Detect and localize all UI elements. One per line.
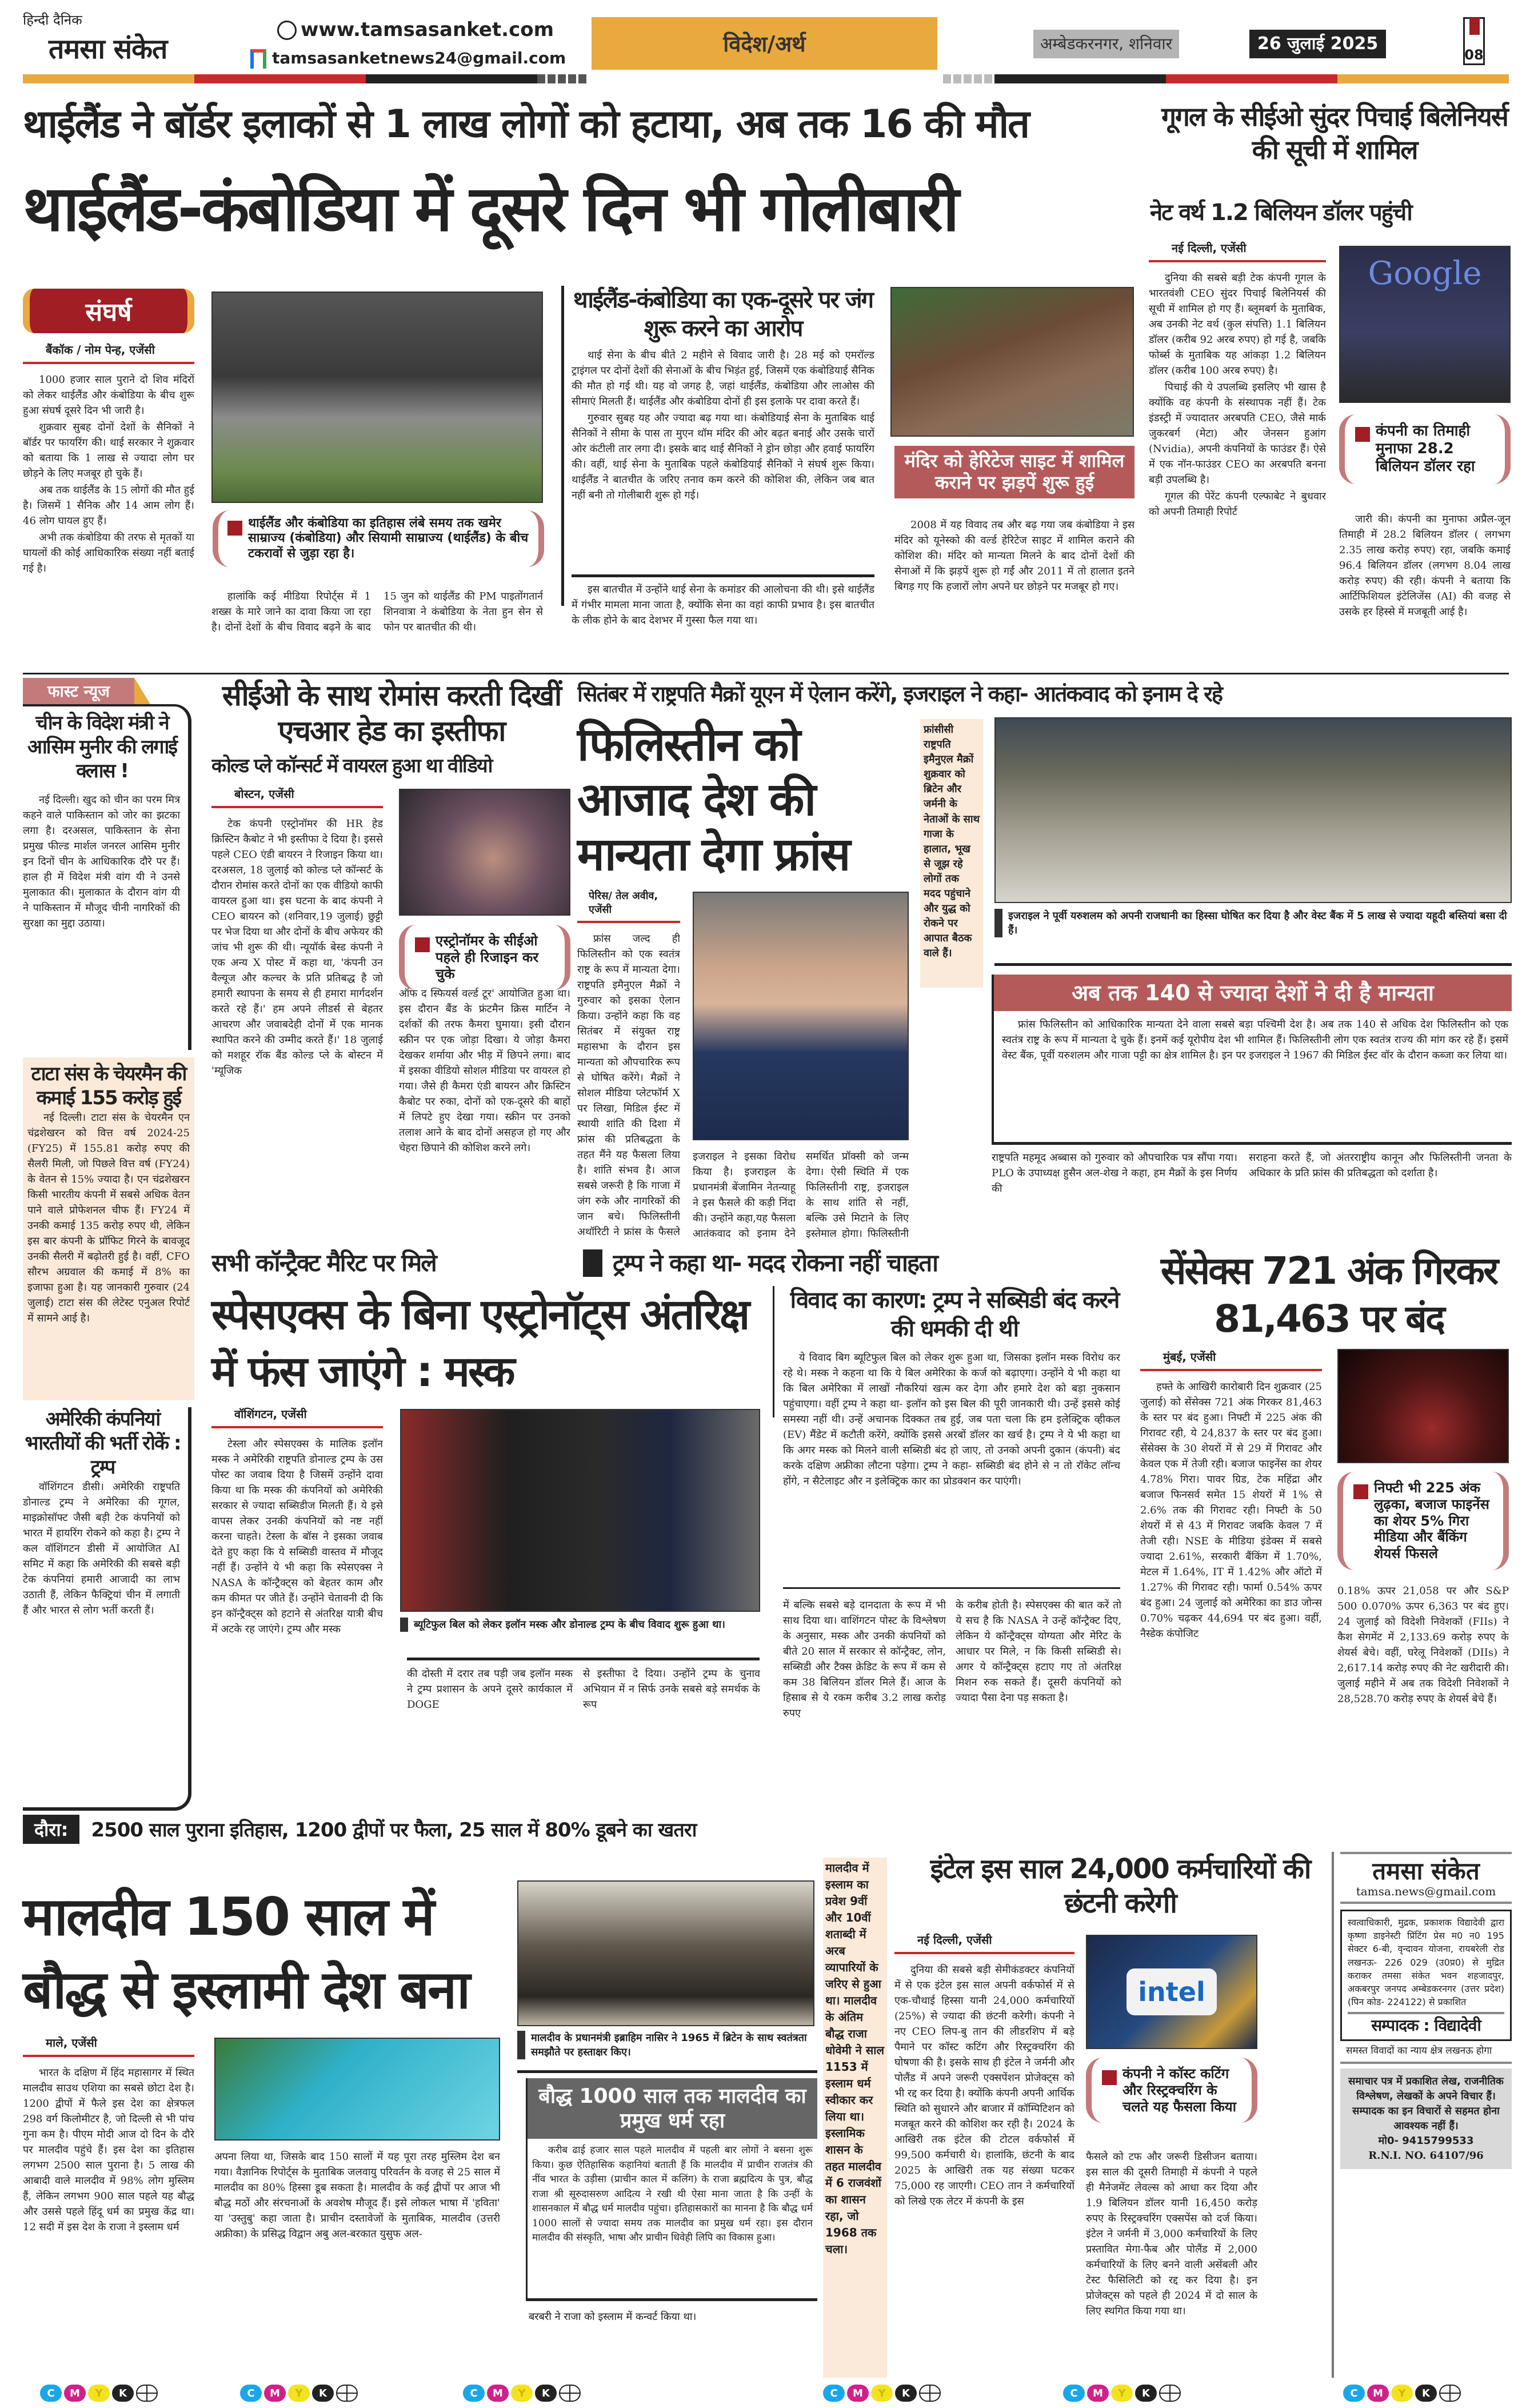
imprint [1340,1852,1512,2378]
maldives-sidebar: मालदीव में इस्लाम का प्रवेश 9वीं और 10वीं शताब्दी में अरब व्यापारियों के जरिए से हुआ था। मालदीव के अंतिम बौद्ध राजा धोवेमी ने साल 1153 में इस्लाम धर्म स्वीकार कर लिया था। इस्लामिक शासन के तहत मालदीव में 6 राजवंशों का शासन रहा, जो 1968 तक चला। [823,1858,887,2378]
lead-column-1 [23,342,194,670]
fast-news-label: फास्ट न्यूज [23,678,134,704]
kicker-square [583,1249,602,1277]
cmyk-k-swatch: K [535,2385,557,2402]
cmyk-c-swatch: C [823,2385,845,2402]
publisher-box: स्वत्वाधिकारी, मुद्रक, प्रकाशक विद्यादेवी द्वारा कृष्णा डाइनेस्टी प्रिंटिंग प्रेस म0 न0 195 सेक्टर 6-बी, वृन्दावन योजना, रायबरेली रोड लखनऊ- 226 029 (उ0प्र0) से मुद्रित कराकर तमसा संकेत भवन शहजादपुर, अकबरपुर जनपद अम्बेडकरनगर (उत्तर प्रदेश) (पिन कोड- 224122) से प्रकाशित सम्पादक : विद्यादेवी [1340,1910,1512,2041]
heritage-body: 2008 में यह विवाद तब और बढ़ गया जब कंबोडिया ने इस मंदिर को यूनेस्को की वर्ल्ड हेरिटेज साइट में शामिल कराने की कोशिश की। मंदिर को मान्यता मिलने के बाद दोनों देशों की सेनाओं में कि झड़पें शुरू हो गईं और 2011 में तो हालात इतने बिगड़ गए कि हजारों लोग अपने घर छोड़ने पर मजबूर हो गए। [894,519,1134,593]
france-column-4: राष्ट्रपति महमूद अब्बास को गुरुवार को औपचारिक पत्र सौंपा गया। PLO के उपाध्यक्ष हुसैन अल-शेख ने कहा, हम मैक्रों के इस निर्णय की [992,1152,1237,1195]
cmyk-strip [240,2385,358,2402]
cmyk-c-swatch: C [240,2385,262,2402]
email-link[interactable]: tamsasanketnews24@gmail.com [272,49,566,67]
bear-market-photo [1337,1349,1509,1463]
intel-headline: इंटेल इस साल 24,000 कर्मचारियों की छंटनी करेगी [930,1853,1311,1919]
macron-photo [693,892,909,1140]
astronomer-headline: सीईओ के साथ रोमांस करती दिखीं एचआर हेड का इस्तीफा [222,679,561,748]
astronomer-column-2: ऑफ द स्फियर्स वर्ल्ड टूर' आयोजित हुआ था। इस दौरान बैंड के फ्रंटमैन क्रिस मार्टिन ने दर्शकों की तरफ कैमरा घुमाया। इसी दौरान स्क्रीन पर एक जोड़ा दिखा। ये जोड़ा कैमरा देखकर शर्माया और भीड़ में छिपने लगा। बाद में इसका वीडियो सोशल मीडिया पर वायरल हो गया। जैसे ही कैमरा एंडी बायरन और क्रिस्टिन कैबोट पर रुका, दोनों को एक-दूसरे की बाहों में लिपटे हुए देखा गया। स्क्रीन पर उनको तलाश आने के बाद दोनों असहज हो गए और चेहरा छिपाने की कोशिश करने लगे। [399,988,570,1154]
cmyk-m-swatch: M [487,2385,509,2402]
column-divider [561,286,564,606]
cmyk-k-swatch: K [1135,2385,1157,2402]
google-column-1: नई दिल्ली, एजेंसी दुनिया की सबसे बड़ी टेक कंपनी गूगल के भारतवंशी CEO सुंदर पिचाई बिलेनियर्स की सूची में शामिल हो गए हैं। ब्लूमबर्ग के मुताबिक, अब उनकी नेट वर्थ (कुल संपत्ति) 1.1 बिलियन डॉलर (करीब 92 अरब रुपए) हो गई है, जबकि फोर्ब्स के मुताबिक यह आंकड़ा 1.2 बिलियन डॉलर (करीब 100 अरब रुपए) है। पिचाई की ये उपलब्धि इसलिए भी खास है क्योंकि वह कंपनी के संस्थापक नहीं हैं। टेक इंडस्ट्री में ज्यादातर अरबपति CEO, जैसे मार्क जुकरबर्ग (मेटा) और जेनसन हुआंग (Nvidia), अपनी कंपनियों के फाउंडर हैं। ऐसे में एक नॉन-फाउंडर CEO का अरबपति बनना बड़ी उपलब्धि है। गूगल की पेरेंट कंपनी एल्फाबेट ने बुधवार को अपनी तिमाही रिपोर्ट [1149,241,1326,518]
cmyk-y-swatch: Y [288,2385,310,2402]
section-rule [23,673,1509,674]
mail-icon [250,49,266,69]
sensex-column-2: 0.18% ऊपर 21,058 पर और S&P 500 0.070% ऊपर 6,363 पर बंद हुए। 24 जुलाई को विदेशी निवेशकों (FIIs) ने कैश सेगमेंट में 2,133.69 करोड़ रुपए के शेयर्स बेचे। वहीं, घरेलू निवेशकों (DIIs) ने 2,617.14 करोड़ रुपए की नेट खरीदारी की। जुलाई महीने में अब तक विदेशी निवेशकों ने 28,528.70 करोड़ रुपए के शेयर्स बेचे हैं। [1337,1585,1509,1705]
cmyk-strip [1343,2385,1461,2402]
recognition-box: अब तक 140 से ज्यादा देशों ने दी है मान्यता फ्रांस फिलिस्तीन को आधिकारिक मान्यता देने वाला सबसे बड़ा पश्चिमी देश है। अब तक 140 से अधिक देश फिलिस्तीन को एक स्वतंत्र राष्ट्र के रूप में मान्यता दे चुके हैं। इनमें कई यूरोपीय देश भी शामिल हैं। फिलिस्तीनी लोग एक स्वतंत्र राज्य की मांग कर रहे हैं। इसमें वेस्ट बैंक, पूर्वी यरुशलम और गाजा पट्टी का क्षेत्र शामिल है। इन पर इजराइल ने 1967 की मिडिल ईस्ट वॉर के दौरान कब्जा कर लिया था। [992,975,1512,1145]
intel-column-2: फैसले को टफ और जरूरी डिसीजन बताया। इस साल की दूसरी तिमाही में कंपनी ने पहले ही मैनेजमेंट लेवल्स को आधा कर दिया और 1.9 बिलियन डॉलर यानी 16,450 करोड़ रुपए के रिस्ट्रक्चरिंग एक्सपेंस को दर्ज किया। इंटेल ने जर्मनी में 3,000 कर्मचारियों के लिए प्रस्तावित मेगा-फैब और पोलैंड में 2,000 कर्मचारियों के लिए बनने वाली असेंबली और टेस्ट फैसिलिटी को रद्द कर दिया है। इन प्रोजेक्ट्स को पहले ही 2024 में दो साल के लिए स्थगित किया गया था। [1086,2151,1257,2317]
cmyk-c-swatch: C [40,2385,62,2402]
section-tab [592,17,937,70]
paper-logo: तमसा संकेत [49,33,167,65]
resort-photo [214,2038,500,2141]
sensex-column-1: मुंबई, एजेंसी हफ्ते के आखिरी कारोबारी दिन शुक्रवार (25 जुलाई) को सेंसेक्स 721 अंक गिरकर 81,463 के स्तर पर बंद हुआ। निफ्टी में 225 अंक की गिरावट रही, ये 24,837 के स्तर पर बंद हुआ। सेंसेक्स के 30 शेयरों में से 29 में गिरावट और केवल एक में तेजी रही। बजाज फाइनेंस का शेयर 4.78% गिरा। पावर ग्रिड, टेक महिंद्रा और बजाज फिनसर्व समेत 15 शेयरों में 1% से 2.6% तक की गिरावट रही। निफ्टी के 50 शेयरों में से 43 में गिरावट जबकि केवल 7 में तेजी रही। NSE के मीडिया इंडेक्स में सबसे ज्यादा 2.61%, सरकारी बैंकिंग में 1.70%, मेटल में 1.64%, IT में 1.42% और ऑटो में 1.27% की गिरावट रही। फार्मा 0.54% ऊपर बंद हुआ। 24 जुलाई को अमेरिका का डाउ जोन्स 0.70% चढ़कर 44,694 पर बंद हुआ। वहीं, नैस्डेक कंपोजिट [1140,1350,1322,1640]
crosshair-icon [136,2385,158,2402]
google-caption: कंपनी का तिमाही मुनाफा 28.2 बिलियन डॉलर रहा [1339,414,1511,484]
cmyk-k-swatch: K [112,2385,134,2402]
bullet-square [227,521,242,536]
disclaimer-box: समाचार पत्र में प्रकाशित लेख, राजनीतिक विश्लेषण, लेखकों के अपने विचार हैं। सम्पादक का इन विचारों से सहमत होना आवश्यक नहीं हैं। मो0- 9415799533 R.N.I. NO. 64107/96 [1340,2068,1512,2170]
musk-sub-headline: विवाद का कारण: ट्रम्प ने सब्सिडी बंद करने की धमकी दी थी [790,1287,1119,1342]
signing-photo [517,1880,814,2026]
cmyk-k-swatch: K [895,2385,917,2402]
cmyk-y-swatch: Y [88,2385,110,2402]
tata-headline: टाटा संस के चेयरमैन की कमाई 155 करोड़ हुई [31,1063,186,1109]
crosshair-icon [919,2385,941,2402]
mobile-number: मो0- 9415799533 [1378,2134,1474,2147]
crosshair-icon [336,2385,358,2402]
color-band-right [943,74,1509,83]
astronomer-column-1: बोस्टन, एजेंसी टेक कंपनी एस्ट्रोनॉमर की HR हेड क्रिस्टिन कैबोट ने भी इस्तीफा दे दिया है। इससे पहले CEO एंडी बायरन ने रिजाइन किया था। दरअसल, 18 जुलाई को कोल्ड प्ले कॉन्सर्ट के दौरान रोमांस करते दोनों का एक वीडियो काफी वायरल हुआ था। इस घटना के बाद कंपनी ने CEO बायरन को (शनिवार,19 जुलाई) छुट्टी पर भेज दिया था और दोनों के बीच अफेयर की जांच भी शुरू की थी। न्यूयॉर्क बेस्ड कंपनी ने एक अन्य X पोस्ट में कहा था, 'कंपनी उन वैल्यूज और कल्चर के प्रति प्रतिबद्ध है जो हमारी स्थापना के समय से ही हमारा मार्गदर्शन करते रहे हैं।' हम अपने लीडर्स से बेहतर आचरण और जवाबदेही दोनों में एक मानक स्थापित करने की उम्मीद करते हैं।' 18 जुलाई को मशहूर रॉक बैंड कोल्ड प्ले के बोस्टन में 'म्यूजिक [211,787,383,1077]
place-day: अम्बेडकरनगर, शनिवार [1033,30,1179,58]
settlement-photo [994,717,1512,903]
website-link[interactable]: www.tamsasanket.com [301,18,554,41]
google-subhead: नेट वर्थ 1.2 बिलियन डॉलर पहुंची [1150,199,1412,226]
bookmark-icon [1469,18,1480,35]
france-column-2: इजराइल ने इसका विरोध किया है। इजराइल के प्रधानमंत्री बेंजामिन नेतन्याहू ने इस फैसले की कड़ी निंदा की। उन्होंने कहा,यह फैसला आतंकवाद को इनाम देने [693,1151,796,1240]
cmyk-y-swatch: Y [1391,2385,1413,2402]
buddhism-box: बौद्ध 1000 साल तक मालदीव का प्रमुख धर्म रहा करीब ढाई हजार साल पहले मालदीव में पहली बार लोगों ने बसना शुरू किया। कुछ ऐतिहासिक कहानियां बताती हैं कि मालदीव में प्राचीन राजतंत्र की नींव भारत के उड़ीसा (प्राचीन काल में कलिंग) के राजा ब्रह्मदित्य के पुत्र, बौद्ध राजा श्री सूरुदासरुण आदित्य ने रखी थी ऐसा माना जाता है कि उन्हीं के शासनकाल में बौद्ध धर्म मालदीव पहुंचा। इतिहासकारों का मानना है कि बौद्ध धर्म 1000 सालों से ज्यादा समय तक मालदीव का प्रमुख धर्म रहा। इस दौरान मालदीव की संस्कृति, भाषा और प्राचीन धिवेही लिपि का विकास हुआ। [526,2078,817,2301]
lead-kicker: थाईलैंड ने बॉर्डर इलाकों से 1 लाख लोगों को हटाया, अब तक 16 की मौत [23,102,1029,147]
recognition-headline: अब तक 140 से ज्यादा देशों ने दी है मान्यता [994,975,1512,1011]
cmyk-m-swatch: M [1087,2385,1109,2402]
imprint-logo: तमसा संकेत [1372,1857,1480,1885]
musk-headline: स्पेसएक्स के बिना एस्ट्रोनॉट्स अंतरिक्ष में फंस जाएंगे : मस्क [211,1290,749,1396]
intel-column-1: नई दिल्ली, एजेंसी दुनिया की सबसे बड़ी सेमीकंडक्टर कंपनियों में से एक इंटेल इस साल अपनी वर्कफोर्स में से एक-चौथाई हिस्सा यानी 24,000 कर्मचारियों (25%) से ज्यादा की छंटनी करेगी। कंपनी ने नए CEO लिप-बु तान की लीडरशिप में बड़े पैमाने पर कॉस्ट कटिंग और रिस्ट्रक्चरिंग की घोषणा की है। इसके साथ ही इंटेल ने जर्मनी और पोलैंड में अपने जरूरी एक्सपेंशन प्रोजेक्ट्स को भी रद्द कर दिया है। क्योंकि कंपनी अपनी आर्थिक स्थिति को सुधारने और बाजार में कॉम्पिटिशन को मजबूत करने की कोशिश कर रही है। 2024 के आखिरी तक इंटेल की टोटल वर्कफोर्स में 99,500 कर्मचारी थे। हालांकि, छंटनी के बाद 2025 के आखिरी तक यह संख्या घटकर 75,000 रह जाएगी। CEO तान ने कर्मचारियों को लिखे एक लेटर में कंपनी के इस [894,1933,1074,2207]
tata-box: टाटा संस के चेयरमैन की कमाई 155 करोड़ हुई नई दिल्ली। टाटा संस के चेयरमैन एन चंद्रशेखरन को वित्त वर्ष 2024-25 (FY25) में 155.81 करोड़ रुपए की सैलरी मिली, जो पिछले वित्त वर्ष (FY24) के वेतन से 15% ज्यादा है। एन चंद्रशेखरन किसी भारतीय कंपनी में सबसे अधिक वेतन पाने वाले प्रोफेशनल चीफ हैं। FY24 में उनकी कमाई 135 करोड़ रुपए थी, लेकिन इस बार कंपनी के प्रॉफिट गिरने के बावजूद उनकी सैलरी में बढ़ोतरी हुई है। वहीं, CFO सौरभ अग्रवाल की कमाई में 8% का इजाफा हुआ है। यह जानकारी गुरुवार (24 जुलाई) टाटा संस की लेटेस्ट एनुअल रिपोर्ट में सामने आई है। [23,1057,194,1400]
lead-column-2: हालांकि कई मीडिया रिपोर्ट्स में 1 शख्स के मारे जाने का दावा किया जा रहा है। दोनों देशों के बीच विवाद बढ़ने के बाद 15 जुन को थाईलैंड की PM पाइतोंगतार्न शिनवात्रा ने कंबोडिया के नेता हुन सेन से फोन पर बातचीत की थी। [211,590,543,633]
musk-caption: ब्यूटिफुल बिल को लेकर इलॉन मस्क और डोनाल्ड ट्रम्प के बीच विवाद शुरू हुआ था। [400,1618,760,1632]
musk-column-4: में बल्कि सबसे बड़े दानदाता के रूप में भी साथ दिया था। वाशिंगटन पोस्ट के विश्लेषण के अनुसार, मस्क और उनकी कंपनियों को बीते 20 साल में सरकार से कॉन्ट्रैक्ट, लोन, सब्सिडी और टैक्स क्रेडिट के रूप में कम से कम 38 बिलियन डॉलर मिले हैं। आज के हिसाब से ये रकम करीब 3.2 लाख करोड़ रुपए [783,1599,946,1719]
france-column-3: समर्थित प्रॉक्सी को जन्म देगा। ऐसी स्थिति में एक फिलिस्तीनी राष्ट्र, इजराइल के साथ शांति से नहीं, बल्कि उसे मिटाने के लिए इस्तेमाल होगा। फिलिस्तीनी [806,1151,909,1240]
cmyk-k-swatch: K [1415,2385,1437,2402]
google-column-2: जारी की। कंपनी का मुनाफा अप्रैल-जून तिमाही में 28.2 बिलियन डॉलर ( लगभग 2.35 लाख करोड़ रुपए) रहा, जबकि कमाई 96.4 बिलियन डॉलर (लगभग 8.04 लाख करोड़ रुपए) की रही। कंपनी ने बताया कि आर्टिफिशियल इंटेलिजेंस (AI) की वजह से उसके हर हिस्से में मजबूती आई है। [1339,513,1511,618]
cmyk-strip [40,2385,158,2402]
cmyk-y-swatch: Y [1111,2385,1133,2402]
heritage-headline: मंदिर को हेरिटेज साइट में शामिल कराने पर झड़पें शुरू हुई [894,446,1134,498]
article-body: 1000 हजार साल पुराने दो शिव मंदिरों को लेकर थाईलैंड और कंबोडिया के बीच शुरू हुआ संघर्ष दूसरे दिन भी जारी है। शुक्रवार सुबह दोनों देशों के सैनिकों ने बॉर्डर पर फायरिंग की। थाई सरकार ने शुक्रवार को बताया कि 1 लाख से ज्यादा लोग घर छोड़ने के लिए मजबूर हो चुके हैं। अब तक थाईलैंड के 15 लोगों की मौत हुई है। जिसमें 1 सैनिक और 14 आम लोग हैं। 46 लोग घायल हुए हैं। अभी तक कंबोडिया की तरफ से मृतकों या घायलों की कोई आधिकारिक संख्या नहीं बताई गई है। [23,374,194,574]
musk-kicker-left: सभी कॉन्ट्रैक्ट मैरिट पर मिले [211,1249,436,1277]
france-headline: फिलिस्तीन को आजाद देश की मान्यता देगा फ्रांस [577,718,849,881]
cmyk-c-swatch: C [463,2385,485,2402]
musk-kicker-right: ट्रम्प ने कहा था- मदद रोकना नहीं चाहता [613,1249,938,1277]
musk-column-5: के करीब होती है। स्पेसएक्स की बात करें तो ये सच है कि NASA ने उन्हें कॉन्ट्रैक्ट दिए, लेकिन ये कॉन्ट्रैक्ट्स योग्यता और मेरिट के आधार पर मिले, न कि किसी सब्सिडी से। अगर ये कॉन्ट्रैक्ट्स हटाए गए तो अंतरिक्ष मिशन रुक सकते हैं। दूसरी कंपनियों को ज्यादा पैसा देना पड़ सकता है। [956,1599,1121,1704]
page-number: 08 [1463,17,1485,65]
france-column-1: पेरिस/ तेल अवीव, एजेंसी फ्रांस जल्द ही फिलिस्तीन को एक स्वतंत्र राष्ट्र के रूप में मान्यता देगा। राष्ट्रपति इमैनुएल मैक्रों ने गुरुवार को इसका ऐलान किया। उन्होंने कहा कि वह सितंबर में संयुक्त राष्ट्र महासभा के दौरान इस मान्यता को औपचारिक रूप से घोषित करेंगे। मैक्रों ने सोशल मीडिया प्लेटफॉर्म X पर लिखा, मिडिल ईस्ट में स्थायी शांति की दिशा में फ्रांस की प्रतिबद्धता के तहत मैंने यह फैसला लिया है। शांति संभव है। आज सबसे जरूरी है कि गाजा में जंग रुके और नागरिकों की जान बचे। फिलिस्तीनी अथॉरिटी ने फ्रांस के फैसले [577,890,680,1238]
google-headline: गूगल के सीईओ सुंदर पिचाई बिलेनियर्स की सूची में शामिल [1161,101,1508,165]
cmyk-k-swatch: K [312,2385,334,2402]
google-logo: Google [1368,255,1482,292]
musk-column-1: वॉशिंगटन, एजेंसी टेस्ला और स्पेसएक्स के मालिक इलॉन मस्क ने अमेरिकी राष्ट्रपति डोनाल्ड ट्रम्प के उस पोस्ट का जवाब दिया है जिसमें उन्होंने दावा किया था कि मस्क की कंपनियों को अमेरिकी सरकार से ज्यादा सब्सिडीज मिलती हैं। ये इसे वापस लेकर उनकी कंपनियों को नष्ट नहीं करना चाहते। टेस्ला के बॉस ने इसका जवाब देते हुए कहा कि ये सब्सिडी वास्तव में मौजूद नहीं हैं। उन्होंने ये भी कहा कि स्पेसएक्स ने NASA के कॉन्ट्रैक्ट्स को बेहतर काम और कम कीमत पर जीते हैं। उन्होंने चेतावनी दी कि इन कॉन्ट्रैक्ट्स को हटाने से अंतरिक्ष यात्री बीच में अटके रह जाएंगे। ट्रम्प और मस्क [211,1407,383,1635]
china-headline: चीन के विदेश मंत्री ने आसिम मुनीर की लगाई क्लास ! [27,712,177,782]
musk-trump-photo [400,1409,760,1612]
maldives-tail: बरबरी ने राजा को इस्लाम में कन्वर्ट किया था। [529,2311,697,2323]
sub-body-tail: इस बातचीत में उन्होंने थाई सेना के कमांडर की आलोचना की थी। इसे थाईलैंड में गंभीर मामला माना जाता है, क्योंकि सेना का वहां काफी प्रभाव है। इस बातचीत के लीक होने के बाद देशभर में गुस्सा फैल गया था। [572,584,874,626]
imprint-email: tamsa.news@gmail.com [1356,1884,1496,1899]
cmyk-y-swatch: Y [511,2385,533,2402]
france-kicker: सितंबर में राष्ट्रपति मैक्रों यूएन में ऐलान करेंगे, इजराइल ने कहा- आतंकवाद को इनाम दे रहे [577,681,1222,706]
pichai-photo [1339,246,1511,403]
musk-sub-body: ये विवाद बिग ब्यूटिफुल बिल को लेकर शुरू हुआ था, जिसका इलॉन मस्क विरोध कर रहे थे। मस्क ने कहना था कि ये बिल अमेरिका के कर्ज को बढ़ाएगा। उन्होंने ये भी कहा था कि बिल अमेरिका में लाखों नौकरियां खत्म कर देगा और हमारे देश को बड़ा नुकसान पहुंचाएगा। वहीं ट्रम्प ने कहा था- इलॉन को इस बिल की पूरी जानकारी थी। उन्हें इससे कोई समस्या नहीं थी। उन्हें अचानक दिक्कत तब हुई, जब पता चला कि हम इलेक्ट्रिक व्हीकल (EV) मैंडेट में कटौती करेंगे, क्योंकि इससे अरबों डॉलर का खर्च है। ट्रम्प ने ये भी कहा था कि अगर मस्क को मिलने वाली सब्सिडी बंद हो जाए, तो उनको अपनी दुकान (कंपनी) बंद करके दक्षिण अफ्रीका लौटना पड़ेगा। ट्रम्प ने कहा- सब्सिडी बंद होने से न तो रॉकेट लॉन्च होंगे, न सैटेलाइट और न इलेक्ट्रिक कार का प्रोडक्शन कर पाएंगी। [783,1350,1120,1589]
musk-column-3: से इस्तीफा दे दिया। उन्होंने ट्रम्प के चुनाव अभियान में न सिर्फ उनके सबसे बड़े समर्थक के रूप [583,1668,760,1711]
sub-body: थाई सेना के बीच बीते 2 महीने से विवाद जारी है। 28 मई को एमरॉल्ड ट्राइंगल पर दोनों देशों की सेनाओं के बीच भिड़ंत हुई, जिसमें एक कंबोडियाई सैनिक की मौत हो गई थी। यह वो जगह है, जहां थाईलैंड, कंबोडिया और लाओस की सीमाएं मिलती हैं। थाईलैंड और कंबोडिया दोनों ही इस इलाके पर दावा करते हैं। गुरुवार सुबह यह और ज्यादा बढ़ गया था। कंबोडियाई सेना के मुताबिक थाई सैनिकों ने सीमा के पास ता मुएन थॉम मंदिर की ओर बढ़त बनाई और उसके चारों ओर कंटीली तार लगा दी। इसके बाद थाई सैनिकों ने ड्रोन छोड़ा और हवाई फायरिंग की। वहीं, थाई सेना के मुताबिक पहले कंबोडियाई सैनिकों ने संघर्ष शुरू किया। थाईलैंड ने बातचीत के जरिए तनाव कम करने की कोशिश की, लेकिन जब बात नहीं बनी तो गोलीबारी शुरू हो गई। [572,349,874,501]
tagline: हिन्दी दैनिक [23,12,82,28]
date-label: 26 जुलाई 2025 [1249,30,1386,58]
cmyk-strip [823,2385,941,2402]
rule [572,574,874,577]
fast-news-triangle [134,678,150,704]
cmyk-c-swatch: C [1343,2385,1365,2402]
astronomer-subhead: कोल्ड प्ले कॉन्सर्ट में वायरल हुआ था वीडियो [211,754,492,777]
section-label: विदेश/अर्थ [723,31,806,57]
masthead [0,0,1530,86]
concert-photo [399,789,570,916]
crosshair-icon [1439,2385,1461,2402]
maldives-column-2: अपना लिया था, जिसके बाद 150 सालों में यह पूरा तरह मुस्लिम देश बन गया। वैज्ञानिक रिपोर्ट्स के मुताबिक जलवायु परिवर्तन के वजह से 25 साल में मालदीव का 80% हिस्सा डूब सकता है। मालदीव के कई द्वीपों पर आज भी बौद्ध मठों और संरचनाओं के अवशेष मौजूद हैं। इसे लोकल भाषा में 'हविता' या 'उस्तुबु' कहा जाता है। प्राचीन दस्तावेजों के मुताबिक, मालदीव (उत्तरी अफ्रीका) के प्रसिद्ध विद्वान अबु अल-बरकात युसुफ अल- [214,2151,500,2240]
cmyk-m-swatch: M [264,2385,286,2402]
strip-label: दौरा: [23,1815,79,1844]
us-headline: अमेरिकी कंपनियां भारतीयों की भर्ती रोकें : ट्रम्प [25,1408,181,1479]
intel-caption: कंपनी ने कॉस्ट कटिंग और रिस्ट्रक्चरिंग के चलते यह फैसला किया [1086,2058,1257,2123]
cmyk-m-swatch: M [1367,2385,1389,2402]
cmyk-c-swatch: C [1063,2385,1085,2402]
photo-caption: थाईलैंड और कंबोडिया का इतिहास लंबे समय तक खमेर साम्राज्य (कंबोडिया) और सियामी साम्राज्य (थाईलैंड) के बीच टकरावों से जुड़ा रहा है। [213,510,544,567]
crosshair-icon [559,2385,581,2402]
signing-caption: मालदीव के प्रधानमंत्री इब्राहिम नासिर ने 1965 में ब्रिटेन के साथ स्वतंत्रता समझौते पर हस्ताक्षर किए। [517,2031,814,2059]
intel-photo [1086,1935,1257,2049]
astronomer-caption: एस्ट्रोनॉमर के सीईओ पहले ही रिजाइन कर चुके [399,925,570,990]
rni-number: R.N.I. NO. 64107/96 [1368,2149,1484,2162]
france-column-5: सराहना करते हैं, जो अंतरराष्ट्रीय कानून और फिलिस्तीनी जनता के अधिकार के प्रति फ्रांस की प्रतिबद्धता को दर्शाता है। [1249,1152,1512,1179]
cmyk-m-swatch: M [847,2385,869,2402]
us-box: अमेरिकी कंपनियां भारतीयों की भर्ती रोकें : ट्रम्प वॉशिंगटन डीसी। अमेरिकी राष्ट्रपति डोनाल्ड ट्रम्प ने अमेरिका की गूगल, माइक्रोसॉफ्ट जैसी बड़ी टेक कंपनियों को भारत में हायरिंग रोकने को कहा है। ट्रम्प ने कल वॉशिंगटन डीसी में आयोजित AI समिट में कहा कि अमेरिकी की सबसे बड़ी टेक कंपनियां हमारी आजादी का लाभ उठाती हैं, लेकिन फैक्ट्रियां चीन में लगाती हैं और भारत से लोग भर्ती करती हैं। [23,1407,191,1811]
lead-headline: थाईलैंड-कंबोडिया में दूसरे दिन भी गोलीबारी [23,172,957,245]
dateline: बैंकॉक / नोम पेन्ह, एजेंसी [23,342,194,364]
lead-tag: संघर्ष [23,289,194,333]
intel-logo: intel [1126,1968,1216,2015]
fast-news-box: चीन के विदेश मंत्री ने आसिम मुनीर की लगाई क्लास ! नई दिल्ली। खुद को चीन का परम मित्र कहने वाले पाकिस्तान को जोर का झटका लगा है। दरअसल, पाकिस्तान के सेना प्रमुख फील्ड मार्शल जनरल आसिम मुनीर इन दिनों चीन के आधिकारिक दौरे पर हैं। हाल ही में विदेश मंत्री वांग यी ने उनसे मुलाकात की। मुलाकात के दौरान वांग यी ने पाकिस्तान में मौजूद चीनी नागरिकों की सुरक्षा का मुद्दा उठाया। [23,704,191,1050]
strip-text: 2500 साल पुराना इतिहास, 1200 द्वीपों पर फैला, 25 साल में 80% डूबने का खतरा [91,1819,697,1842]
cmyk-y-swatch: Y [871,2385,893,2402]
sub-headline: थाईलैंड-कंबोडिया का एक-दूसरे पर जंग शुरू करने का आरोप [573,287,873,342]
color-band-left [23,74,589,83]
globe-icon [277,21,297,40]
settlement-caption: इजराइल ने पूर्वी यरुशलम को अपनी राजधानी का हिस्सा घोषित कर दिया है और वेस्ट बैंक में 5 लाख से ज्यादा यहूदी बस्तियां बसा दी हैं। [994,909,1509,937]
cmyk-strip [1063,2385,1181,2402]
fire-photo [211,291,543,503]
musk-column-2: की दोस्ती में दरार तब पड़ी जब इलॉन मस्क ने ट्रम्प प्रशासन के अपने दूसरे कार्यकाल में DOGE [407,1668,573,1711]
buddhism-headline: बौद्ध 1000 साल तक मालदीव का प्रमुख धर्म रहा [528,2078,817,2139]
cmyk-m-swatch: M [64,2385,86,2402]
sensex-headline: सेंसेक्स 721 अंक गिरकर 81,463 पर बंद [1160,1249,1497,1341]
crosshair-icon [1159,2385,1181,2402]
house-photo [890,287,1134,437]
jurisdiction: समस्त विवादों का न्याय क्षेत्र लखनऊ होगा [1340,2041,1512,2064]
maldives-headline: मालदीव 150 साल में बौद्ध से इस्लामी देश बना [23,1886,469,2020]
cmyk-strip [463,2385,581,2402]
maldives-strip [23,1813,914,1845]
editor-name: सम्पादक : विद्यादेवी [1371,2016,1481,2035]
sensex-caption: निफ्टी भी 225 अंक लुढ़का, बजाज फाइनेंस का शेयर 5% गिरा मीडिया और बैंकिंग शेयर्स फिसले [1337,1472,1509,1570]
maldives-column-1: माले, एजेंसी भारत के दक्षिण में हिंद महासागर में स्थित मालदीव साउथ एशिया का सबसे छोटा देश है। 1200 द्वीपों में फैले इस देश का क्षेत्रफल 298 वर्ग किलोमीटर है, जो दिल्ली से भी पांच गुना कम है। पीएम मोदी आज दो दिन के दौरे पर मालदीव पहुंचे हैं। इस देश का इतिहास लगभग 2500 साल पुराना है। 5 लाख की आबादी वाले मालदीव में 98% लोग मुस्लिम हैं, लेकिन लगभग 900 साल पहले यह बौद्ध और उससे पहले हिंदू धर्म का प्रमुख केंद्र था। 12 सदी में इस देश के राजा ने इस्लाम धर्म [23,2036,194,2233]
france-sidebar: फ्रांसीसी राष्ट्रपति इमैनुएल मैक्रों शुक्रवार को ब्रिटेन और जर्मनी के नेताओं के साथ गाजा के हालात, भूख से जूझ रहे लोगों तक मदद पहुंचाने और युद्ध को रोकने पर आपात बैठक वाले हैं। [920,719,983,988]
